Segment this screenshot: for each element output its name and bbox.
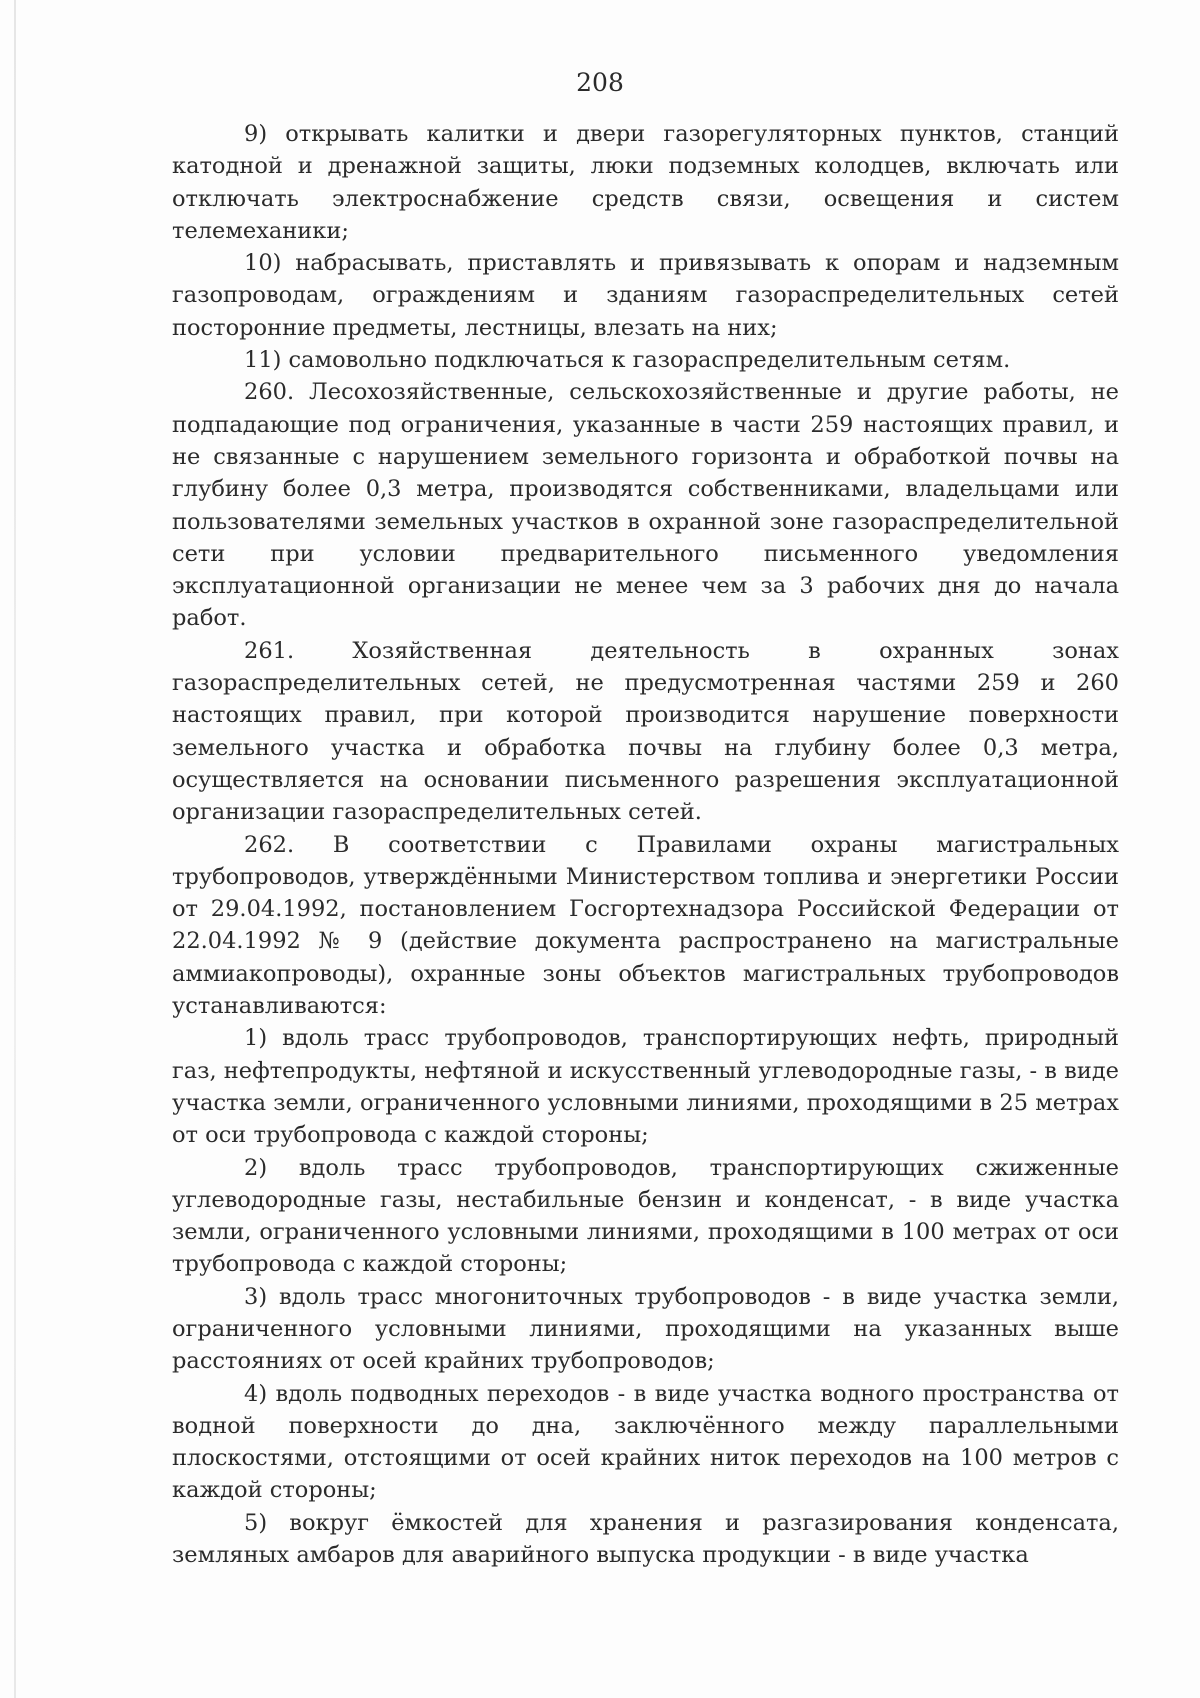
list-item-11: 11) самовольно подключаться к газораспределительным сетям. bbox=[244, 347, 1011, 374]
list-item-10: 10) набрасывать, приставлять и привязывать к опорам и надземным газопроводам, ограждениям и зданиям газораспределительных сетей посторонние предметы, лестницы, влезать на них; bbox=[172, 250, 1119, 341]
list-item-3: 3) вдоль трасс многониточных трубопроводов - в виде участка земли, ограниченного условными линиями, проходящими на указанных выше расстояниях от осей крайних трубопроводов; bbox=[172, 1283, 1119, 1375]
list-item-5: 5) вокруг ёмкостей для хранения и разгазирования конденсата, земляных амбаров для аварийного выпуска продукции - в виде участка bbox=[172, 1509, 1119, 1569]
clause-261: 261. Хозяйственная деятельность в охранных зонах газораспределительных сетей, не предусмотренная частями 259 и 260 настоящих правил, при которой производится нарушение поверхности земельного участка и обработка почвы на глубину более 0,3 метра, осуществляется на основании письменного разрешения эксплуатационной организации газораспределительных сетей. bbox=[172, 637, 1119, 826]
list-item-2: 2) вдоль трасс трубопроводов, транспортирующих сжиженные углеводородные газы, нестабильные бензин и конденсат, - в виде участка земли, ограниченного условными линиями, проходящими в 100 метрах от оси трубопровода с каждой стороны; bbox=[172, 1154, 1119, 1278]
clause-262: 262. В соответствии с Правилами охраны магистральных трубопроводов, утверждёнными Министерством топлива и энергетики России от 29.04.1992, постановлением Госгортехнадзора Российской Федерации от 22.04.1992 № 9 (действие документа распространено на магистральные аммиакопроводы), охранные зоны объектов магистральных трубопроводов устанавливаются: bbox=[172, 831, 1119, 1020]
scan-edge-shadow bbox=[14, 0, 16, 1698]
list-item-4: 4) вдоль подводных переходов - в виде участка водного пространства от водной поверхности до дна, заключённого между параллельными плоскостями, отстоящими от осей крайних ниток переходов на 100 метров с каждой стороны; bbox=[172, 1380, 1119, 1504]
list-item-1: 1) вдоль трасс трубопроводов, транспортирующих нефть, природный газ, нефтепродукты, нефтяной и искусственный углеводородные газы, - в виде участка земли, ограниченного условными линиями, проходящими в 25 метрах от оси трубопровода с каждой стороны; bbox=[172, 1025, 1119, 1149]
list-item-9: 9) открывать калитки и двери газорегуляторных пунктов, станций катодной и дренажной защиты, люки подземных колодцев, включать или отключать электроснабжение средств связи, освещения и систем телемеханики; bbox=[172, 121, 1119, 244]
clause-260: 260. Лесохозяйственные, сельскохозяйственные и другие работы, не подпадающие под ограничения, указанные в части 259 настоящих правил, и не связанные с нарушением земельного горизонта и обработкой почвы на глубину более 0,3 метра, производятся собственниками, владельцами или пользователями земельных участков в охранной зоне газораспределительной сети при условии предварительного письменного уведомления эксплуатационной организации не менее чем за 3 рабочих дня до начала работ. bbox=[172, 379, 1119, 632]
page-number: 208 bbox=[576, 68, 624, 97]
body-text bbox=[172, 118, 1119, 1571]
